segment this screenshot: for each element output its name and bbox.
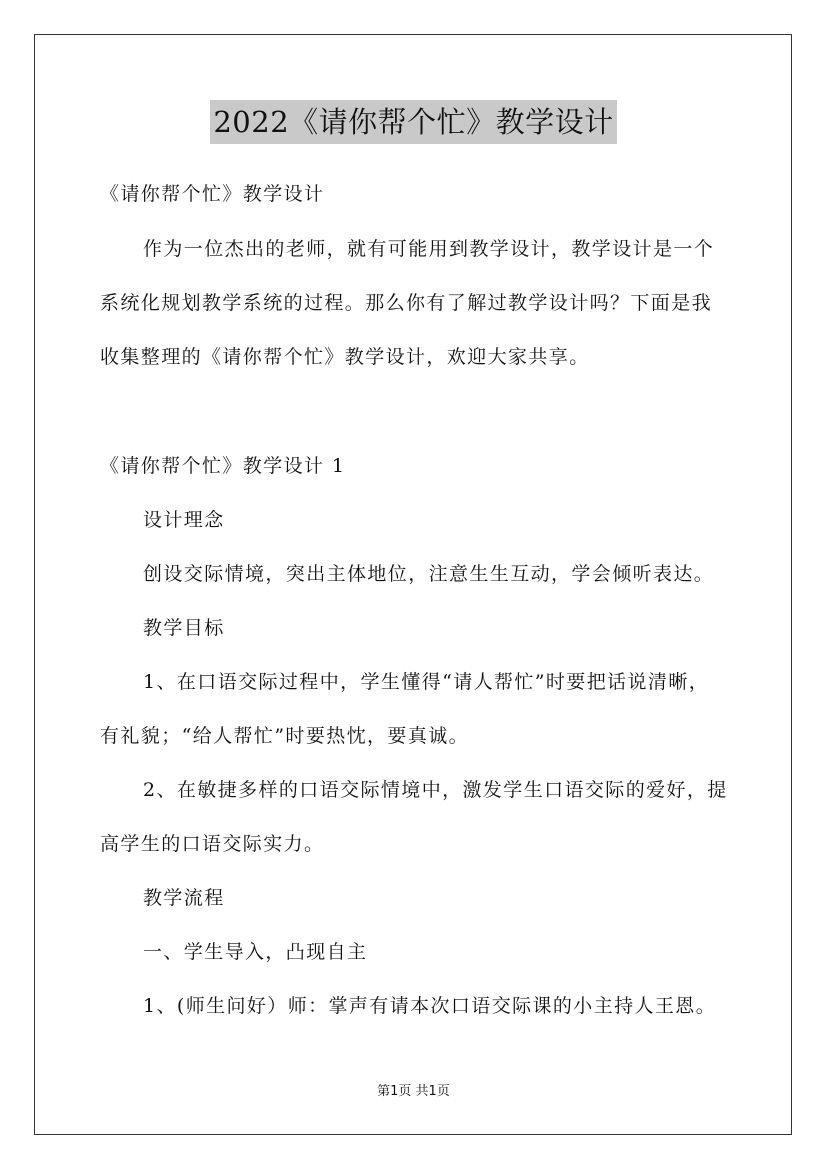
step-heading: 一、学生导入，凸现自主 <box>143 941 368 963</box>
intro-line-3: 收集整理的《请你帮个忙》教学设计，欢迎大家共享。 <box>100 346 590 368</box>
goal-1-line-2: 有礼貌；“给人帮忙”时要热忱，要真诚。 <box>100 725 470 747</box>
step-item: 1、(师生问好）师：掌声有请本次口语交际课的小主持人王恩。 <box>143 995 717 1017</box>
concept-heading: 设计理念 <box>143 509 225 531</box>
goals-heading: 教学目标 <box>143 617 225 639</box>
intro-line-2: 系统化规划教学系统的过程。那么你有了解过教学设计吗？下面是我 <box>100 292 713 314</box>
goal-2-line-1: 2、在敏捷多样的口语交际情境中，激发学生口语交际的爱好，提 <box>143 779 728 801</box>
process-heading: 教学流程 <box>143 887 225 909</box>
goal-2-line-2: 高学生的口语交际实力。 <box>100 833 325 855</box>
goal-1-line-1: 1、在口语交际过程中，学生懂得“请人帮忙”时要把话说清晰， <box>143 671 710 693</box>
document-subtitle: 《请你帮个忙》教学设计 <box>100 183 325 205</box>
title-container <box>0 100 827 144</box>
document-title: 2022《请你帮个忙》教学设计 <box>210 100 616 144</box>
page-number: 第1页 共1页 <box>377 1084 450 1099</box>
intro-line-1: 作为一位杰出的老师，就有可能用到教学设计，教学设计是一个 <box>143 238 715 260</box>
section-heading: 《请你帮个忙》教学设计 1 <box>100 455 346 477</box>
concept-text: 创设交际情境，突出主体地位，注意生生互动，学会倾听表达。 <box>143 563 715 585</box>
